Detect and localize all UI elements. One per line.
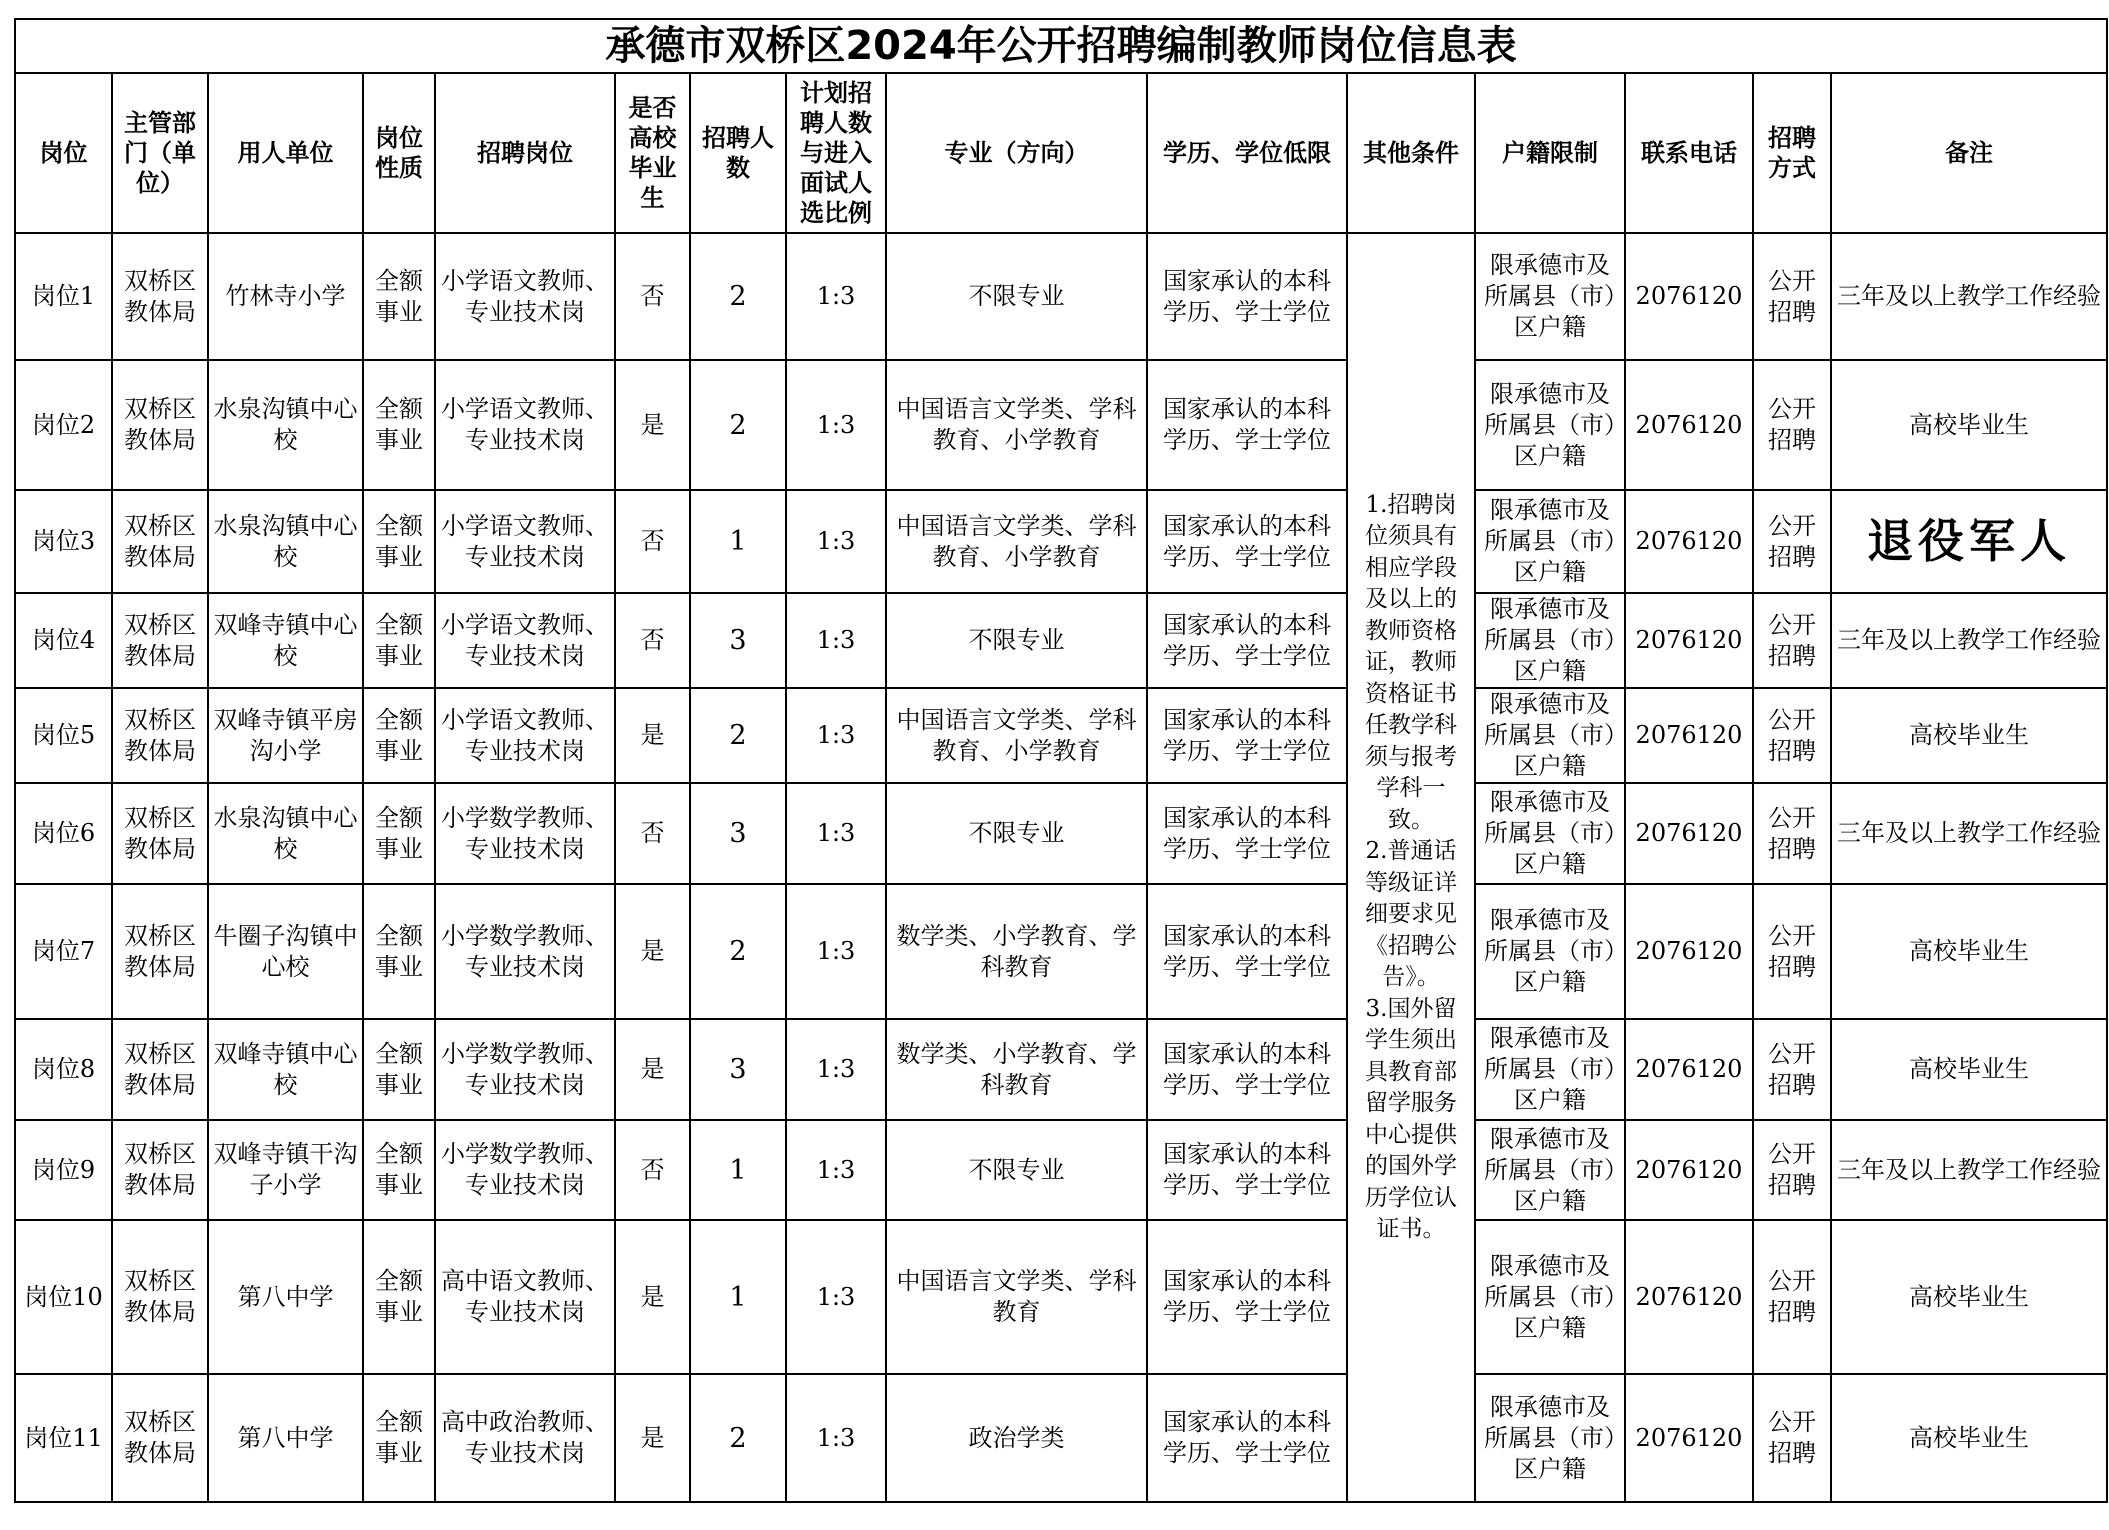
cell-unit: 双峰寺镇干沟子小学 xyxy=(208,1120,363,1220)
cell-count: 2 xyxy=(690,884,786,1019)
cell-major: 数学类、小学教育、学科教育 xyxy=(886,884,1147,1019)
cell-remark: 三年及以上教学工作经验 xyxy=(1831,233,2107,360)
cell-remark: 高校毕业生 xyxy=(1831,884,2107,1019)
cell-hukou: 限承德市及所属县（市）区户籍 xyxy=(1475,490,1625,593)
cell-post: 岗位6 xyxy=(15,783,112,884)
cell-other-conditions: 1.招聘岗位须具有相应学段及以上的教师资格证，教师资格证书任教学科须与报考学科一致。 2.普通话等级证详细要求见《招聘公告》。 3.国外留学生须出具教育部留学服务中心提供的国外学历学位认证书。 xyxy=(1347,233,1475,1502)
cell-education: 国家承认的本科学历、学士学位 xyxy=(1147,1120,1347,1220)
cell-method: 公开招聘 xyxy=(1753,593,1831,688)
cell-phone: 2076120 xyxy=(1625,233,1753,360)
cell-nature: 全额事业 xyxy=(363,1120,435,1220)
header-unit: 用人单位 xyxy=(208,73,363,233)
header-post: 岗位 xyxy=(15,73,112,233)
cell-dept: 双桥区教体局 xyxy=(112,884,208,1019)
cell-ratio: 1:3 xyxy=(786,1374,886,1502)
cell-phone: 2076120 xyxy=(1625,1374,1753,1502)
cell-hukou: 限承德市及所属县（市）区户籍 xyxy=(1475,233,1625,360)
cell-unit: 水泉沟镇中心校 xyxy=(208,360,363,490)
table-row xyxy=(15,783,2107,884)
cell-unit: 双峰寺镇中心校 xyxy=(208,1019,363,1120)
cell-dept: 双桥区教体局 xyxy=(112,490,208,593)
cell-count: 2 xyxy=(690,233,786,360)
cell-post: 岗位11 xyxy=(15,1374,112,1502)
cell-post: 岗位10 xyxy=(15,1220,112,1374)
cell-job: 小学数学教师、专业技术岗 xyxy=(435,1120,615,1220)
header-remark: 备注 xyxy=(1831,73,2107,233)
table-row xyxy=(15,688,2107,783)
cell-job: 小学数学教师、专业技术岗 xyxy=(435,1019,615,1120)
cell-count: 1 xyxy=(690,1220,786,1374)
cell-remark: 高校毕业生 xyxy=(1831,1019,2107,1120)
cell-method: 公开招聘 xyxy=(1753,1019,1831,1120)
cell-ratio: 1:3 xyxy=(786,360,886,490)
cell-nature: 全额事业 xyxy=(363,783,435,884)
cell-job: 小学语文教师、专业技术岗 xyxy=(435,688,615,783)
cell-count: 2 xyxy=(690,688,786,783)
cell-nature: 全额事业 xyxy=(363,360,435,490)
cell-ratio: 1:3 xyxy=(786,593,886,688)
cell-method: 公开招聘 xyxy=(1753,783,1831,884)
cell-education: 国家承认的本科学历、学士学位 xyxy=(1147,490,1347,593)
header-graduate: 是否高校毕业生 xyxy=(615,73,690,233)
cell-method: 公开招聘 xyxy=(1753,1220,1831,1374)
cell-education: 国家承认的本科学历、学士学位 xyxy=(1147,360,1347,490)
cell-nature: 全额事业 xyxy=(363,593,435,688)
cell-ratio: 1:3 xyxy=(786,1019,886,1120)
header-nature: 岗位性质 xyxy=(363,73,435,233)
cell-dept: 双桥区教体局 xyxy=(112,783,208,884)
cell-ratio: 1:3 xyxy=(786,490,886,593)
cell-graduate: 否 xyxy=(615,233,690,360)
cell-phone: 2076120 xyxy=(1625,884,1753,1019)
cell-major: 政治学类 xyxy=(886,1374,1147,1502)
table-row xyxy=(15,1374,2107,1502)
table-row xyxy=(15,593,2107,688)
cell-major: 不限专业 xyxy=(886,593,1147,688)
cell-hukou: 限承德市及所属县（市）区户籍 xyxy=(1475,688,1625,783)
cell-major: 中国语言文学类、学科教育、小学教育 xyxy=(886,688,1147,783)
cell-education: 国家承认的本科学历、学士学位 xyxy=(1147,688,1347,783)
cell-count: 1 xyxy=(690,490,786,593)
cell-hukou: 限承德市及所属县（市）区户籍 xyxy=(1475,593,1625,688)
header-row xyxy=(15,73,2107,233)
cell-job: 高中语文教师、专业技术岗 xyxy=(435,1220,615,1374)
cell-count: 2 xyxy=(690,1374,786,1502)
header-dept: 主管部门（单位） xyxy=(112,73,208,233)
cell-unit: 双峰寺镇中心校 xyxy=(208,593,363,688)
cell-job: 小学数学教师、专业技术岗 xyxy=(435,884,615,1019)
cell-post: 岗位3 xyxy=(15,490,112,593)
cell-phone: 2076120 xyxy=(1625,688,1753,783)
cell-dept: 双桥区教体局 xyxy=(112,233,208,360)
cell-major: 不限专业 xyxy=(886,783,1147,884)
header-job: 招聘岗位 xyxy=(435,73,615,233)
cell-graduate: 否 xyxy=(615,593,690,688)
cell-job: 高中政治教师、专业技术岗 xyxy=(435,1374,615,1502)
table-row xyxy=(15,490,2107,593)
cell-unit: 竹林寺小学 xyxy=(208,233,363,360)
cell-method: 公开招聘 xyxy=(1753,490,1831,593)
cell-phone: 2076120 xyxy=(1625,1220,1753,1374)
cell-post: 岗位4 xyxy=(15,593,112,688)
cell-major: 数学类、小学教育、学科教育 xyxy=(886,1019,1147,1120)
cell-dept: 双桥区教体局 xyxy=(112,1120,208,1220)
cell-hukou: 限承德市及所属县（市）区户籍 xyxy=(1475,884,1625,1019)
cell-remark: 高校毕业生 xyxy=(1831,1374,2107,1502)
cell-method: 公开招聘 xyxy=(1753,884,1831,1019)
cell-unit: 第八中学 xyxy=(208,1374,363,1502)
cell-education: 国家承认的本科学历、学士学位 xyxy=(1147,593,1347,688)
cell-hukou: 限承德市及所属县（市）区户籍 xyxy=(1475,783,1625,884)
cell-graduate: 否 xyxy=(615,1120,690,1220)
cell-post: 岗位5 xyxy=(15,688,112,783)
cell-unit: 水泉沟镇中心校 xyxy=(208,490,363,593)
cell-graduate: 否 xyxy=(615,783,690,884)
cell-dept: 双桥区教体局 xyxy=(112,1374,208,1502)
table-row xyxy=(15,884,2107,1019)
table-row xyxy=(15,1019,2107,1120)
cell-count: 3 xyxy=(690,783,786,884)
cell-education: 国家承认的本科学历、学士学位 xyxy=(1147,233,1347,360)
cell-graduate: 是 xyxy=(615,688,690,783)
cell-job: 小学数学教师、专业技术岗 xyxy=(435,783,615,884)
cell-job: 小学语文教师、专业技术岗 xyxy=(435,233,615,360)
cell-nature: 全额事业 xyxy=(363,884,435,1019)
header-major: 专业（方向） xyxy=(886,73,1147,233)
cell-nature: 全额事业 xyxy=(363,233,435,360)
cell-count: 2 xyxy=(690,360,786,490)
cell-post: 岗位7 xyxy=(15,884,112,1019)
table-row xyxy=(15,360,2107,490)
cell-major: 中国语言文学类、学科教育、小学教育 xyxy=(886,360,1147,490)
cell-dept: 双桥区教体局 xyxy=(112,360,208,490)
cell-hukou: 限承德市及所属县（市）区户籍 xyxy=(1475,1120,1625,1220)
table-row xyxy=(15,233,2107,360)
cell-graduate: 是 xyxy=(615,1019,690,1120)
cell-post: 岗位9 xyxy=(15,1120,112,1220)
cell-graduate: 是 xyxy=(615,360,690,490)
cell-method: 公开招聘 xyxy=(1753,360,1831,490)
cell-major: 中国语言文学类、学科教育 xyxy=(886,1220,1147,1374)
header-other-conditions: 其他条件 xyxy=(1347,73,1475,233)
cell-method: 公开招聘 xyxy=(1753,1120,1831,1220)
cell-nature: 全额事业 xyxy=(363,1374,435,1502)
cell-dept: 双桥区教体局 xyxy=(112,688,208,783)
cell-remark: 高校毕业生 xyxy=(1831,360,2107,490)
cell-post: 岗位2 xyxy=(15,360,112,490)
cell-phone: 2076120 xyxy=(1625,360,1753,490)
cell-post: 岗位8 xyxy=(15,1019,112,1120)
table-row xyxy=(15,1120,2107,1220)
cell-ratio: 1:3 xyxy=(786,1120,886,1220)
cell-nature: 全额事业 xyxy=(363,688,435,783)
cell-unit: 第八中学 xyxy=(208,1220,363,1374)
cell-remark: 三年及以上教学工作经验 xyxy=(1831,1120,2107,1220)
cell-nature: 全额事业 xyxy=(363,490,435,593)
cell-graduate: 是 xyxy=(615,1220,690,1374)
header-method: 招聘方式 xyxy=(1753,73,1831,233)
cell-remark: 三年及以上教学工作经验 xyxy=(1831,783,2107,884)
cell-major: 不限专业 xyxy=(886,1120,1147,1220)
cell-count: 3 xyxy=(690,1019,786,1120)
cell-job: 小学语文教师、专业技术岗 xyxy=(435,360,615,490)
cell-unit: 双峰寺镇平房沟小学 xyxy=(208,688,363,783)
cell-dept: 双桥区教体局 xyxy=(112,593,208,688)
cell-phone: 2076120 xyxy=(1625,1120,1753,1220)
cell-job: 小学语文教师、专业技术岗 xyxy=(435,490,615,593)
cell-count: 3 xyxy=(690,593,786,688)
cell-graduate: 是 xyxy=(615,884,690,1019)
cell-phone: 2076120 xyxy=(1625,783,1753,884)
cell-method: 公开招聘 xyxy=(1753,688,1831,783)
cell-phone: 2076120 xyxy=(1625,593,1753,688)
cell-hukou: 限承德市及所属县（市）区户籍 xyxy=(1475,360,1625,490)
cell-phone: 2076120 xyxy=(1625,490,1753,593)
cell-count: 1 xyxy=(690,1120,786,1220)
cell-major: 中国语言文学类、学科教育、小学教育 xyxy=(886,490,1147,593)
cell-job: 小学语文教师、专业技术岗 xyxy=(435,593,615,688)
cell-education: 国家承认的本科学历、学士学位 xyxy=(1147,783,1347,884)
cell-graduate: 否 xyxy=(615,490,690,593)
cell-education: 国家承认的本科学历、学士学位 xyxy=(1147,1019,1347,1120)
cell-post: 岗位1 xyxy=(15,233,112,360)
cell-unit: 牛圈子沟镇中心校 xyxy=(208,884,363,1019)
table-title: 承德市双桥区2024年公开招聘编制教师岗位信息表 xyxy=(15,19,2107,73)
header-count: 招聘人数 xyxy=(690,73,786,233)
cell-remark: 三年及以上教学工作经验 xyxy=(1831,593,2107,688)
cell-dept: 双桥区教体局 xyxy=(112,1019,208,1120)
header-phone: 联系电话 xyxy=(1625,73,1753,233)
recruitment-sheet xyxy=(14,18,2106,1498)
cell-phone: 2076120 xyxy=(1625,1019,1753,1120)
cell-ratio: 1:3 xyxy=(786,688,886,783)
cell-remark: 高校毕业生 xyxy=(1831,1220,2107,1374)
cell-dept: 双桥区教体局 xyxy=(112,1220,208,1374)
cell-hukou: 限承德市及所属县（市）区户籍 xyxy=(1475,1220,1625,1374)
cell-graduate: 是 xyxy=(615,1374,690,1502)
cell-education: 国家承认的本科学历、学士学位 xyxy=(1147,1220,1347,1374)
cell-education: 国家承认的本科学历、学士学位 xyxy=(1147,884,1347,1019)
cell-hukou: 限承德市及所属县（市）区户籍 xyxy=(1475,1374,1625,1502)
cell-remark: 退役军人 xyxy=(1831,490,2107,593)
table-row xyxy=(15,1220,2107,1374)
header-hukou: 户籍限制 xyxy=(1475,73,1625,233)
cell-ratio: 1:3 xyxy=(786,884,886,1019)
cell-nature: 全额事业 xyxy=(363,1220,435,1374)
cell-remark: 高校毕业生 xyxy=(1831,688,2107,783)
cell-ratio: 1:3 xyxy=(786,1220,886,1374)
recruitment-table xyxy=(14,18,2108,1503)
cell-major: 不限专业 xyxy=(886,233,1147,360)
header-ratio: 计划招聘人数与进入面试人选比例 xyxy=(786,73,886,233)
cell-ratio: 1:3 xyxy=(786,783,886,884)
cell-ratio: 1:3 xyxy=(786,233,886,360)
cell-hukou: 限承德市及所属县（市）区户籍 xyxy=(1475,1019,1625,1120)
cell-education: 国家承认的本科学历、学士学位 xyxy=(1147,1374,1347,1502)
cell-method: 公开招聘 xyxy=(1753,1374,1831,1502)
cell-method: 公开招聘 xyxy=(1753,233,1831,360)
header-education: 学历、学位低限 xyxy=(1147,73,1347,233)
cell-nature: 全额事业 xyxy=(363,1019,435,1120)
cell-unit: 水泉沟镇中心校 xyxy=(208,783,363,884)
